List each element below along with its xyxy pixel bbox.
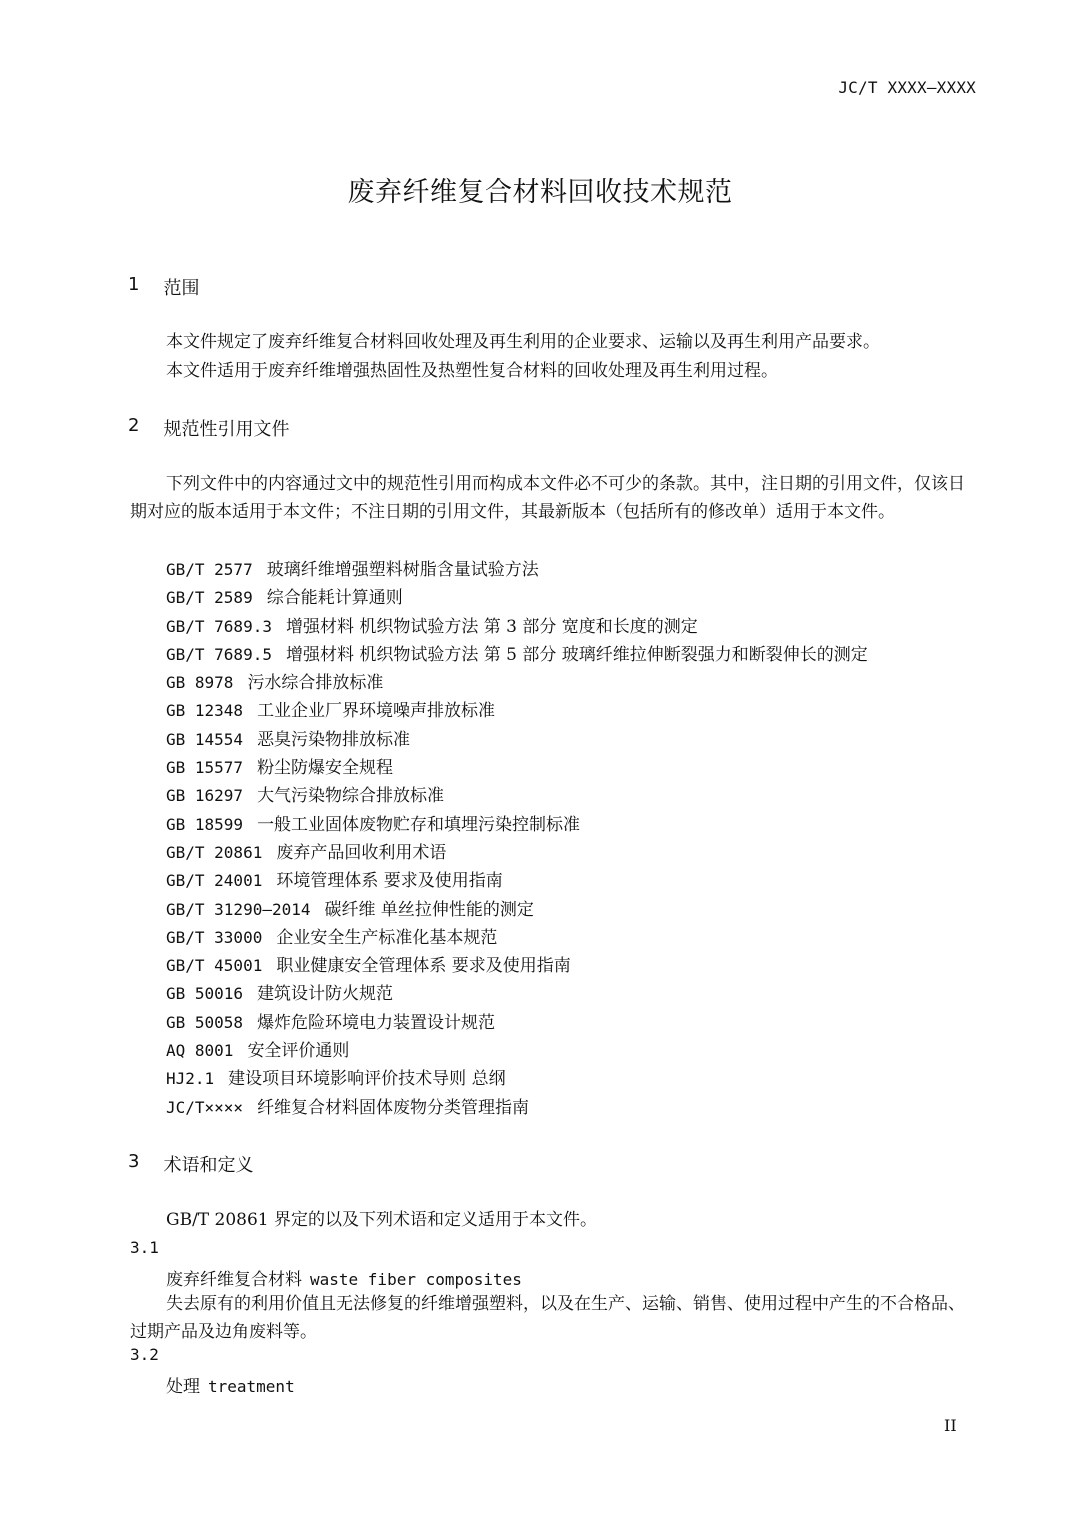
reference-title: 废弃产品回收利用术语 [276, 842, 447, 863]
reference-title: 建设项目环境影响评价技术导则 总纲 [228, 1069, 506, 1090]
reference-code: GB/T 45001 [166, 956, 263, 976]
reference-code: GB/T 7689.3 [166, 616, 272, 636]
document-code: JC/T XXXX—XXXX [838, 78, 976, 97]
document-title: 废弃纤维复合材料回收技术规范 [347, 177, 733, 208]
clause-number: 3.1 [130, 1238, 159, 1257]
reference-code: GB/T 2577 [166, 560, 253, 579]
reference-title: 爆炸危险环境电力装置设计规范 [257, 1012, 496, 1033]
section-title: 规范性引用文件 [163, 419, 290, 440]
reference-code: GB/T 24001 [166, 871, 263, 891]
reference-item [166, 782, 868, 810]
reference-item [166, 1037, 868, 1065]
reference-item [166, 952, 868, 980]
section-number: 2 [128, 415, 140, 436]
reference-title: 粉尘防爆安全规程 [257, 758, 394, 779]
reference-code: GB 8978 [166, 673, 234, 693]
section-title: 范围 [163, 278, 200, 299]
reference-title: 玻璃纤维增强塑料树脂含量试验方法 [266, 560, 539, 580]
term-english: waste fiber composites [310, 1270, 522, 1289]
term-chinese: 废弃纤维复合材料 [166, 1270, 302, 1290]
reference-code: GB/T 31290—2014 [166, 899, 311, 919]
reference-item [166, 1009, 868, 1037]
terms-intro: GB/T 20861 界定的以及下列术语和定义适用于本文件。 [166, 1210, 598, 1230]
term-heading [166, 1265, 522, 1290]
reference-title: 工业企业厂界环境噪声排放标准 [257, 701, 496, 722]
term-heading [166, 1372, 295, 1397]
reference-code: GB/T 33000 [166, 927, 263, 947]
section-heading-references [128, 415, 289, 441]
scope-paragraph: 本文件适用于废弃纤维增强热固性及热塑性复合材料的回收处理及再生利用过程。 [166, 361, 778, 381]
page-number: II [944, 1416, 957, 1435]
reference-title: 恶臭污染物排放标准 [257, 729, 411, 750]
reference-title: 建筑设计防火规范 [257, 984, 394, 1005]
reference-code: JC/T×××× [166, 1097, 244, 1117]
reference-title: 综合能耗计算通则 [266, 588, 403, 609]
reference-code: GB 14554 [166, 729, 244, 749]
reference-title: 一般工业固体废物贮存和填埋污染控制标准 [257, 814, 581, 835]
reference-code: GB 18599 [166, 814, 244, 834]
reference-item [166, 641, 868, 669]
reference-code: GB/T 2589 [166, 588, 253, 608]
reference-item [166, 584, 868, 612]
reference-code: GB 12348 [166, 701, 244, 721]
reference-item [166, 726, 868, 754]
references-intro: 下列文件中的内容通过文中的规范性引用而构成本文件必不可少的条款。其中，注日期的引用文件，仅该日期对应的版本适用于本文件；不注日期的引用文件，其最新版本（包括所有的修改单）适用于本文件。 [130, 474, 965, 522]
reference-title: 安全评价通则 [247, 1041, 350, 1062]
reference-title: 职业健康安全管理体系 要求及使用指南 [276, 956, 571, 977]
reference-item [166, 867, 868, 895]
reference-code: GB/T 7689.5 [166, 644, 272, 664]
reference-title: 碳纤维 单丝拉伸性能的测定 [324, 899, 534, 920]
reference-title: 企业安全生产标准化基本规范 [276, 927, 498, 948]
reference-list [166, 556, 868, 1122]
reference-code: GB 50058 [166, 1012, 244, 1032]
reference-item [166, 924, 868, 952]
section-number: 3 [128, 1151, 140, 1172]
reference-item [166, 556, 868, 584]
section-number: 1 [128, 274, 140, 295]
reference-item [166, 697, 868, 725]
reference-item [166, 669, 868, 697]
reference-title: 大气污染物综合排放标准 [257, 786, 445, 807]
reference-code: GB 16297 [166, 786, 244, 806]
reference-item [166, 839, 868, 867]
term-chinese: 处理 [166, 1377, 200, 1397]
section-heading-terms [128, 1151, 253, 1177]
term-english: treatment [208, 1377, 295, 1396]
reference-title: 纤维复合材料固体废物分类管理指南 [257, 1097, 530, 1118]
reference-item [166, 1094, 868, 1122]
reference-item [166, 811, 868, 839]
reference-title: 环境管理体系 要求及使用指南 [276, 871, 503, 892]
reference-code: AQ 8001 [166, 1041, 234, 1061]
term-definition: 失去原有的利用价值且无法修复的纤维增强塑料，以及在生产、运输、销售、使用过程中产生的不合格品、过期产品及边角废料等。 [130, 1294, 965, 1342]
reference-item [166, 896, 868, 924]
reference-title: 增强材料 机织物试验方法 第 3 部分 宽度和长度的测定 [285, 616, 698, 637]
reference-code: GB/T 20861 [166, 842, 263, 862]
section-heading-scope [128, 274, 199, 300]
reference-item [166, 980, 868, 1008]
section-title: 术语和定义 [163, 1155, 254, 1176]
clause-number: 3.2 [130, 1345, 159, 1364]
reference-item [166, 754, 868, 782]
reference-title: 增强材料 机织物试验方法 第 5 部分 玻璃纤维拉伸断裂强力和断裂伸长的测定 [285, 644, 868, 665]
reference-item [166, 1065, 868, 1093]
reference-title: 污水综合排放标准 [247, 673, 384, 694]
scope-paragraph: 本文件规定了废弃纤维复合材料回收处理及再生利用的企业要求、运输以及再生利用产品要求。 [166, 332, 880, 352]
reference-code: HJ2.1 [166, 1069, 215, 1089]
reference-code: GB 50016 [166, 984, 244, 1004]
reference-item [166, 613, 868, 641]
reference-code: GB 15577 [166, 758, 244, 778]
